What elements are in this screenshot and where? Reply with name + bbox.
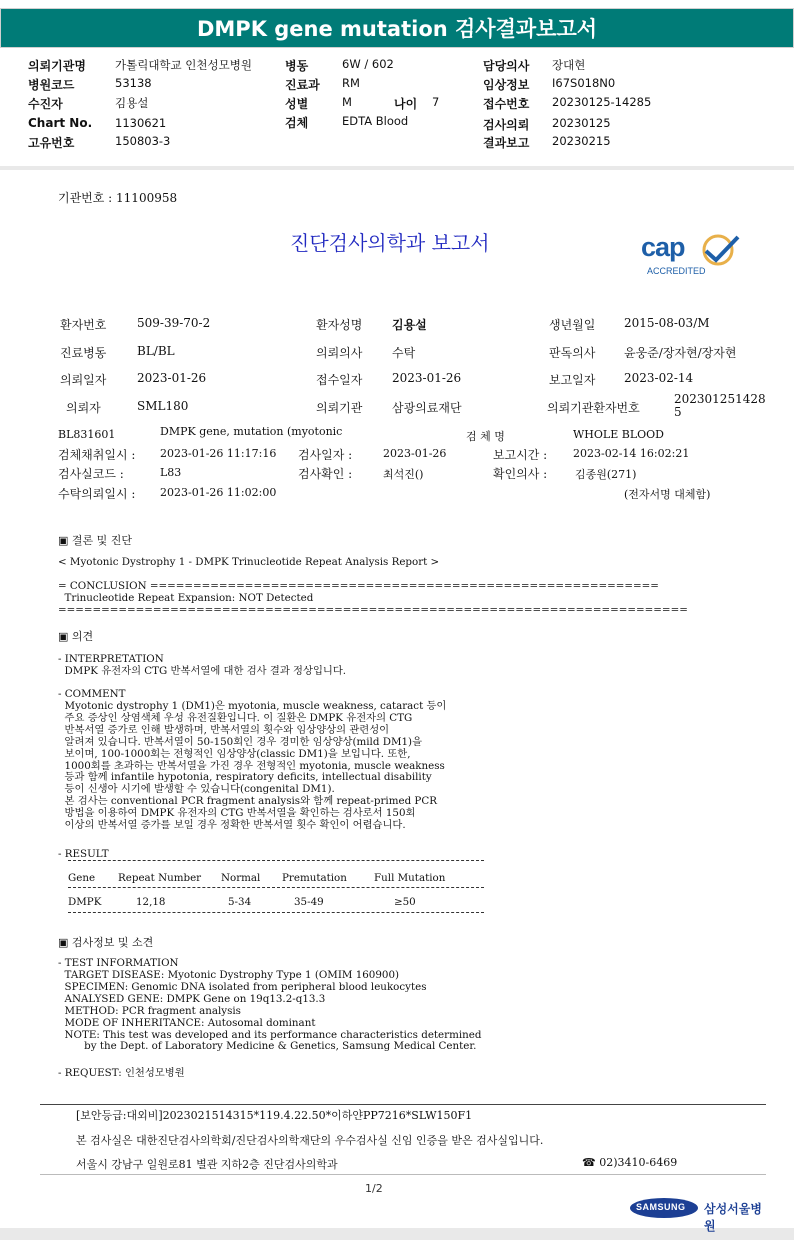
- result-header: - RESULT: [58, 848, 109, 860]
- lab-address: 서울시 강남구 일원로81 별관 지하2층 진단검사의학과: [76, 1158, 338, 1171]
- comment-line: 이상의 반복서열 증가를 보일 경우 정확한 반복서열 횟수 확인이 어렵습니다.: [58, 819, 406, 832]
- hdr-label: 병동: [285, 59, 309, 73]
- comment-line: 반복서열 증가로 인해 발생하며, 반복서열의 횟수와 임상양상의 관련성이: [58, 723, 390, 736]
- result-table: [58, 860, 484, 912]
- hdr-label: 검사의뢰: [483, 118, 530, 132]
- label-reading-doctor: 판독의사: [549, 346, 596, 360]
- comment-line: 보이며, 100-1000회는 전형적인 임상양상(classic DM1)을 보입니다. 또한,: [58, 747, 411, 760]
- certification-statement: 본 검사실은 대한진단검사의학회/진단검사의학재단의 우수검사실 신임 인증을 받은 검사실입니다.: [76, 1134, 544, 1147]
- value-report-time: 2023-02-14 16:02:21: [573, 447, 690, 460]
- label-requester: 의뢰자: [66, 401, 101, 415]
- label-collection-time: 검체채취일시 :: [58, 448, 136, 462]
- comment-line: 주요 증상인 상염색체 우성 유전질환입니다. 이 질환은 DMPK 유전자의 CTG: [58, 711, 413, 724]
- table-header-normal: Normal: [221, 872, 261, 884]
- value-requesting-institution: 삼광의료재단: [392, 401, 462, 415]
- label-institution-patient-no: 의뢰기관환자번호: [547, 401, 640, 415]
- hdr-value: RM: [342, 76, 360, 90]
- interpretation-text: DMPK 유전자의 CTG 반복서열에 대한 검사 결과 정상입니다.: [58, 665, 347, 677]
- value-patient-name: 김용설: [392, 318, 427, 332]
- value-ordering-doctor: 수탁: [392, 346, 416, 360]
- section-opinion-title: ▣ 의견: [58, 630, 94, 643]
- table-header-gene: Gene: [68, 872, 96, 884]
- test-info-line: ANALYSED GENE: DMPK Gene on 19q13.2-q13.3: [58, 992, 326, 1005]
- hdr-value: 53138: [115, 76, 152, 90]
- comment-line: 방법을 이용하여 DMPK 유전자의 CTG 반복서열을 확인하는 검사로서 150회: [58, 807, 416, 820]
- test-info-line: NOTE: This test was developed and its performance characteristics determined: [58, 1028, 482, 1041]
- section-test-info-title: ▣ 검사정보 및 소견: [58, 936, 154, 949]
- comment-line: 본 검사는 conventional PCR fragment analysis와 함께 repeat-primed PCR: [58, 795, 437, 808]
- table-rule-top: [68, 860, 484, 861]
- interpretation-header: - INTERPRETATION: [58, 653, 164, 665]
- security-line: [보안등급:대외비]2023021514315*119.4.22.50*이하얀PP7216*SLW150F1: [76, 1109, 473, 1122]
- hdr-label: 접수번호: [483, 97, 530, 111]
- cap-word: cap: [641, 232, 685, 262]
- report-page: [0, 170, 794, 1233]
- hdr-value: 장대현: [552, 58, 586, 72]
- value-requester: SML180: [137, 399, 189, 413]
- header-panel: [0, 0, 794, 166]
- label-order-date: 의뢰일자: [60, 373, 107, 387]
- comment-line: 등이 신생아 시기에 발생할 수 있습니다(congenital DM1).: [58, 783, 335, 796]
- hdr-label: 임상정보: [483, 78, 530, 92]
- label-report-date: 보고일자: [549, 373, 596, 387]
- value-order-date: 2023-01-26: [137, 371, 207, 385]
- table-rule-mid: [68, 887, 484, 888]
- label-receipt-date: 접수일자: [316, 373, 363, 387]
- conclusion-header: = CONCLUSION ===========================================================: [58, 580, 659, 592]
- value-patient-no: 509-39-70-2: [137, 316, 211, 330]
- table-cell-repeat-number: 12,18: [136, 896, 166, 908]
- cap-accredited-text: ACCREDITED: [647, 266, 706, 276]
- hdr-value: 가톨릭대학교 인천성모병원: [115, 58, 252, 72]
- comment-line: 1000회를 초과하는 반복서열을 가진 경우 전형적인 myotonia, muscle weakness: [58, 759, 445, 772]
- comment-line: 등과 함께 infantile hypotonia, respiratory deficits, intellectual disability: [58, 771, 432, 784]
- hospital-name: 삼성서울병원: [704, 1202, 762, 1233]
- test-info-line: SPECIMEN: Genomic DNA isolated from peripheral blood leukocytes: [58, 980, 427, 993]
- test-code: BL831601: [58, 428, 116, 441]
- hdr-value: 20230215: [552, 134, 611, 148]
- request-line: - REQUEST: 인천성모병원: [58, 1067, 185, 1079]
- value-specimen: WHOLE BLOOD: [573, 428, 664, 441]
- test-info-header: - TEST INFORMATION: [58, 957, 179, 969]
- hdr-label: 병원코드: [28, 78, 75, 92]
- label-ward: 진료병동: [60, 346, 107, 360]
- cap-accredited-logo: [640, 232, 750, 282]
- label-report-time: 보고시간 :: [493, 448, 548, 462]
- table-cell-full-mutation: ≥50: [394, 896, 416, 908]
- label-requesting-institution: 의뢰기관: [316, 401, 363, 415]
- value-lab-code: L83: [160, 466, 182, 479]
- hdr-value: EDTA Blood: [342, 114, 409, 128]
- label-outsourced-time: 수탁의뢰일시 :: [58, 487, 136, 501]
- label-lab-code: 검사실코드 :: [58, 467, 124, 481]
- hdr-label: 고유번호: [28, 136, 75, 150]
- comment-header: - COMMENT: [58, 688, 126, 700]
- hdr-label-age: 나이: [394, 97, 418, 111]
- report-title: 진단검사의학과 보고서: [290, 231, 490, 255]
- footer-bottom-divider: [40, 1174, 766, 1175]
- table-header-premutation: Premutation: [282, 872, 347, 884]
- comment-line: Myotonic dystrophy 1 (DM1)은 myotonia, muscle weakness, cataract 등이: [58, 700, 447, 712]
- label-ordering-doctor: 의뢰의사: [316, 346, 363, 360]
- value-test-date: 2023-01-26: [383, 447, 447, 460]
- institution-number: 기관번호 : 11100958: [58, 191, 178, 205]
- label-patient-name: 환자성명: [316, 318, 363, 332]
- table-cell-gene: DMPK: [68, 896, 102, 908]
- label-test-date: 검사일자 :: [298, 448, 353, 462]
- hdr-value: 6W / 602: [342, 57, 394, 71]
- hdr-value: I67S018N0: [552, 76, 616, 90]
- conclusion-text: Trinucleotide Repeat Expansion: NOT Detected: [58, 592, 314, 604]
- test-name: DMPK gene, mutation (myotonic: [160, 425, 343, 438]
- report-name: < Myotonic Dystrophy 1 - DMPK Trinucleotide Repeat Analysis Report >: [58, 556, 440, 568]
- hdr-value: M: [342, 95, 352, 109]
- table-cell-normal: 5-34: [228, 896, 252, 908]
- section-conclusion-title: ▣ 결론 및 진단: [58, 534, 133, 547]
- table-header-full-mutation: Full Mutation: [374, 872, 446, 884]
- value-birthdate: 2015-08-03/M: [624, 316, 710, 330]
- samsung-wordmark: SAMSUNG: [636, 1202, 686, 1212]
- label-confirm-doctor: 확인의사 :: [493, 467, 548, 481]
- hdr-value: 김용설: [115, 96, 149, 110]
- footer-divider: [40, 1104, 766, 1105]
- hdr-label: 수진자: [28, 97, 63, 111]
- lab-phone: ☎ 02)3410-6469: [582, 1156, 678, 1169]
- comment-line: 알려져 있습니다. 반복서열이 50-150회인 경우 경미한 임상양상(mild DM1)을: [58, 735, 423, 748]
- hdr-label: 결과보고: [483, 136, 530, 150]
- value-confirm-doctor: 김종원(271): [575, 468, 637, 481]
- conclusion-footer: =========================================================================: [58, 604, 688, 616]
- label-test-confirm: 검사확인 :: [298, 467, 353, 481]
- cap-checkmark-icon: [698, 232, 742, 268]
- label-specimen: 검 체 명: [466, 430, 505, 443]
- test-info-line: MODE OF INHERITANCE: Autosomal dominant: [58, 1016, 316, 1029]
- value-outsourced-time: 2023-01-26 11:02:00: [160, 486, 277, 499]
- value-institution-patient-no-cont: 5: [674, 405, 682, 419]
- value-report-date: 2023-02-14: [624, 371, 694, 385]
- report-banner-title: DMPK gene mutation 검사결과보고서: [0, 8, 794, 48]
- label-patient-no: 환자번호: [60, 318, 107, 332]
- hdr-label: 의뢰기관명: [28, 59, 86, 73]
- value-reading-doctor: 윤웅준/장자현/장자현: [624, 346, 737, 360]
- table-cell-premutation: 35-49: [294, 896, 324, 908]
- value-ward: BL/BL: [137, 344, 175, 358]
- page-number: 1/2: [365, 1182, 383, 1195]
- test-info-line: TARGET DISEASE: Myotonic Dystrophy Type 1 (OMIM 160900): [58, 969, 400, 981]
- electronic-signature-note: (전자서명 대체함): [624, 488, 711, 501]
- hdr-label: 진료과: [285, 78, 320, 92]
- value-institution-patient-no: 202301251428: [674, 392, 766, 406]
- hdr-label: 성별: [285, 97, 309, 111]
- comment-block: [58, 701, 446, 832]
- hdr-value-age: 7: [432, 95, 440, 109]
- samsung-hospital-logo: [630, 1196, 770, 1233]
- hdr-label: Chart No.: [28, 116, 93, 130]
- value-test-confirm: 최석진(): [383, 468, 424, 481]
- hdr-value: 20230125-14285: [552, 95, 652, 109]
- table-header-repeat-number: Repeat Number: [118, 872, 202, 884]
- hdr-value: 150803-3: [115, 134, 171, 148]
- hdr-label: 검체: [285, 116, 309, 130]
- test-info-line: by the Dept. of Laboratory Medicine & Genetics, Samsung Medical Center.: [58, 1040, 477, 1053]
- value-collection-time: 2023-01-26 11:17:16: [160, 447, 277, 460]
- hdr-label: 담당의사: [483, 59, 530, 73]
- hdr-value: 20230125: [552, 116, 611, 130]
- label-birthdate: 생년월일: [549, 318, 596, 332]
- table-rule-bottom: [68, 912, 484, 913]
- hdr-value: 1130621: [115, 116, 167, 130]
- value-receipt-date: 2023-01-26: [392, 371, 462, 385]
- test-info-block: [58, 970, 481, 1053]
- test-info-line: METHOD: PCR fragment analysis: [58, 1004, 241, 1017]
